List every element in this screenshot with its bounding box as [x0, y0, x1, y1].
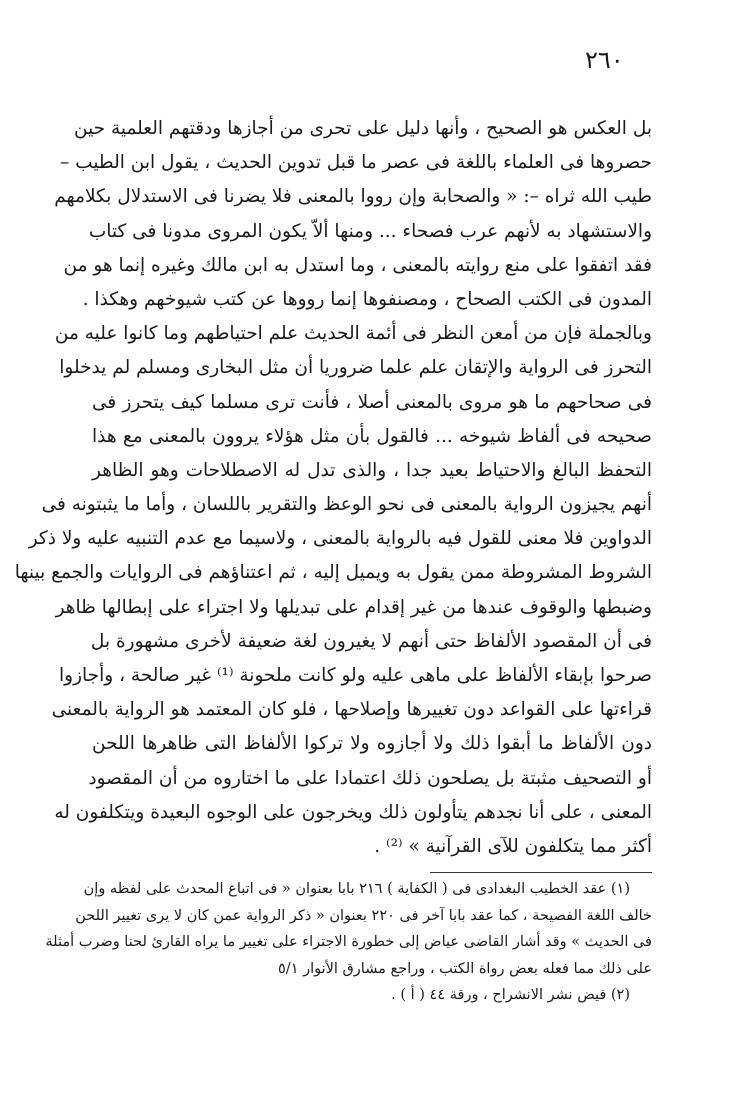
- text-line: قراءتها على القواعد دون تغييرها وإصلاحها ، فلو كان المعتمد هو الرواية بالمعنى: [51, 699, 652, 721]
- text-line: صرحوا بإبقاء الألفاظ على ماهى عليه ولو كانت ملحونة ⁽¹⁾ غير صالحة ، وأجازوا: [59, 665, 652, 686]
- main-text: [14, 112, 652, 864]
- footnote-line: (٢) فيض نشر الانشراح ، ورقة ٤٤ ( أ ) .: [391, 987, 630, 1003]
- text-line: بل العكس هو الصحيح ، وأنها دليل على تحرى من أجازها ودقتهم العلمية حين: [74, 118, 652, 139]
- footnote-line: (١) عقد الخطيب البغدادى فى ( الكفاية ) ٢١٦ بابا بعنوان « فى اتباع المحدث على لفظه وإن: [83, 881, 630, 897]
- text-line: أنهم يجيزون الرواية بالمعنى فى نحو الوعظ والتقرير باللسان ، وأما ما يثبتونه فى: [41, 494, 652, 516]
- text-line: والاستشهاد به لأنهم عرب فصحاء ... ومنها ألاّ يكون المروى مدونا فى كتاب: [88, 220, 652, 242]
- text-line: فقد اتفقوا على منع روايته بالمعنى ، وما استدل به ابن مالك وغيره إنما هو من: [63, 254, 652, 276]
- text-line: التحفظ البالغ والاحتياط بعيد جدا ، والذى تدل له الاصطلاحات وهو الظاهر: [92, 459, 652, 481]
- footnote-line: على ذلك مما فعله بعض رواة الكتب ، وراجع مشارق الأنوار ٥/١: [278, 960, 652, 977]
- text-line: وضبطها والوقوف عندها من غير إقدام على تبديلها ولا اجتراء على إبطالها ظاهر: [55, 596, 652, 618]
- text-line: دون الألفاظ ما أبقوا ذلك ولا أجازوه ولا تركوا الألفاظ التى ظاهرها اللحن: [92, 733, 652, 755]
- text-line: طيب الله ثراه –: « والصحابة وإن رووا بالمعنى فلا يضرنا فى الاستدلال بكلامهم: [54, 186, 652, 208]
- text-line: أكثر مما يتكلفون للآى القرآنية » ⁽²⁾ .: [374, 835, 652, 857]
- text-line: صحيحه فى ألفاظ شيوخه ... فالقول بأن مثل هؤلاء يروون بالمعنى مع هذا: [92, 425, 652, 447]
- text-line: الشروط المشروطة ممن يقول به ويميل إليه ، ثم اعتناؤهم فى الروايات والجمع بينها: [14, 562, 652, 584]
- text-line: فى صحاحهم ما هو مروى بالمعنى أصلا ، فأنت ترى مسلما كيف يتحرز فى: [92, 391, 652, 413]
- text-line: الدواوين فلا معنى للقول فيه بالرواية بالمعنى ، ولاسيما مع عدم التنبيه عليه ولا ذكر: [28, 528, 652, 550]
- footnote-divider: [430, 872, 652, 873]
- text-line: المدون فى الكتب الصحاح ، ومصنفوها إنما رووها عن كتب شيوخهم وهكذا .: [82, 288, 652, 310]
- text-line: أو التصحيف مثبتة بل يصلحون ذلك اعتمادا على ما اختاروه من أن المقصود: [88, 767, 652, 789]
- footnote-line: فى الحديث » وقد أشار القاضى عياض إلى خطورة الاجتراء على تغيير ما يراه القارئ لحنا وضرب أمثلة: [45, 934, 652, 950]
- text-line: حصروها فى العلماء باللغة فى عصر ما قبل تدوين الحديث ، يقول ابن الطيب –: [60, 152, 652, 174]
- text-line: المعنى ، على أنا نجدهم يتأولون ذلك ويخرجون على الوجوه البعيدة ويتكلفون له: [54, 801, 652, 823]
- page-number: ٢٦٠: [585, 46, 624, 74]
- text-line: وبالجملة فإن من أمعن النظر فى أئمة الحديث علم احتياطهم وما كانوا عليه من: [54, 323, 652, 345]
- text-line: فى أن المقصود الألفاظ حتى أنهم لا يغيرون لغة ضعيفة لأخرى مشهورة بل: [90, 630, 652, 652]
- footnotes: [45, 876, 652, 1009]
- text-line: التحرز فى الرواية والإتقان علم علما ضروريا أن مثل البخارى ومسلم لم يدخلوا: [59, 357, 652, 379]
- footnote-line: خالف اللغة الفصيحة ، كما عقد بابا آخر فى ٢٢٠ بعنوان « ذكر الرواية عمن كان لا يرى تغيير اللحن: [75, 907, 652, 924]
